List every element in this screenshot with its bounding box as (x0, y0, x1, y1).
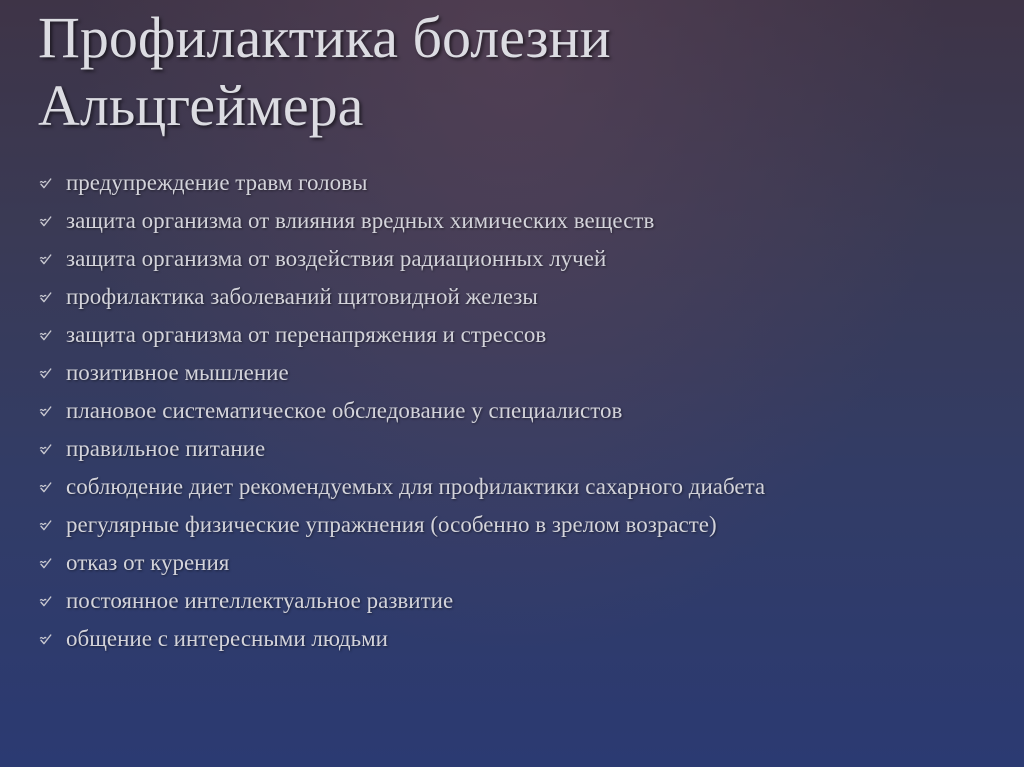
list-item (38, 434, 968, 464)
list-item (38, 244, 968, 274)
wavy-check-icon (38, 548, 66, 578)
list-item-text: отказ от курения (66, 550, 230, 575)
list-item (38, 624, 968, 654)
list-item-text: защита организма от воздействия радиационных лучей (66, 246, 607, 271)
list-item (38, 548, 968, 578)
list-item-text: защита организма от влияния вредных химических веществ (66, 208, 655, 233)
slide-title-line-1: Профилактика болезни (38, 5, 611, 70)
list-item-text: правильное питание (66, 436, 266, 461)
wavy-check-icon (38, 434, 66, 464)
list-item (38, 358, 968, 388)
wavy-check-icon (38, 510, 66, 540)
wavy-check-icon (38, 244, 66, 274)
wavy-check-icon (38, 358, 66, 388)
wavy-check-icon (38, 624, 66, 654)
list-item (38, 586, 968, 616)
list-item (38, 396, 968, 426)
list-item-text: профилактика заболеваний щитовидной железы (66, 284, 538, 309)
list-item (38, 320, 968, 350)
bullet-list (38, 168, 968, 662)
list-item-text: плановое систематическое обследование у специалистов (66, 398, 623, 423)
wavy-check-icon (38, 586, 66, 616)
wavy-check-icon (38, 168, 66, 198)
wavy-check-icon (38, 320, 66, 350)
list-item-text: соблюдение диет рекомендуемых для профилактики сахарного диабета (66, 474, 766, 499)
list-item (38, 206, 968, 236)
list-item-text: защита организма от перенапряжения и стрессов (66, 322, 547, 347)
list-item-text: регулярные физические упражнения (особенно в зрелом возрасте) (66, 512, 717, 537)
slide-title-line-2: Альцгеймера (38, 73, 364, 138)
wavy-check-icon (38, 396, 66, 426)
slide-title (38, 4, 998, 140)
wavy-check-icon (38, 472, 66, 502)
list-item (38, 282, 968, 312)
list-item-text: позитивное мышление (66, 360, 289, 385)
list-item (38, 510, 968, 540)
list-item-text: общение с интересными людьми (66, 626, 388, 651)
list-item-text: предупреждение травм головы (66, 170, 368, 195)
list-item (38, 168, 968, 198)
list-item (38, 472, 968, 502)
wavy-check-icon (38, 206, 66, 236)
wavy-check-icon (38, 282, 66, 312)
list-item-text: постоянное интеллектуальное развитие (66, 588, 454, 613)
